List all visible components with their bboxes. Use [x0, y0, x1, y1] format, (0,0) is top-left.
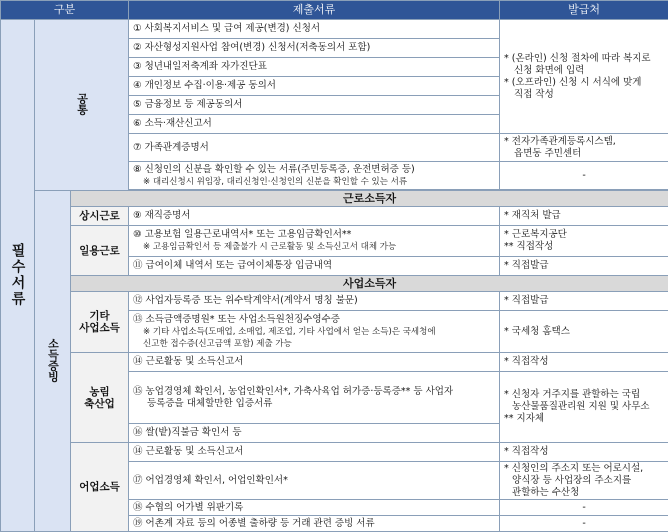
common-issuer-1-6: * (온라인) 신청 절차에 따라 복지로 신청 화면에 입력 * (오프라인) 신청 시 서식에 맞게 직접 작성	[500, 20, 668, 134]
agri-issuer-14: * 직접작성	[500, 353, 668, 372]
fish-item-18: ⑱ 수협의 어가별 위판기록	[129, 500, 500, 516]
common-issuer-8: -	[500, 162, 668, 190]
agri-issuer-15: * 신청자 거주지를 관할하는 국립 농산물품질관리원 지원 및 사무소 ** 지자체	[500, 372, 668, 443]
common-item-5: ⑤ 금융정보 등 제공동의서	[129, 96, 500, 115]
category-required: 필수서류	[1, 20, 35, 532]
agri-label: 농림 축산업	[71, 353, 129, 443]
header-documents: 제출서류	[129, 1, 500, 20]
header-type: 구분	[1, 1, 129, 20]
fish-item-19: ⑲ 어촌계 자료 등의 어종별 출하량 등 거래 관련 증빙 서류	[129, 516, 500, 532]
agri-item-15: ⑮ 농업경영체 확인서, 농업인확인서*, 가축사육업 허가증·등록증** 등 사업자 등록증을 대체할만한 입증서류	[129, 372, 500, 424]
other-business-label: 기타 사업소득	[71, 292, 129, 353]
labor-income-title: 근로소득자	[71, 191, 668, 207]
daily-issuer-11: * 직접발급	[500, 257, 668, 276]
fish-issuer-14: * 직접작성	[500, 443, 668, 462]
header-issuer: 발급처	[500, 1, 668, 20]
other-biz-item-12: ⑫ 사업자등록증 또는 위수탁계약서(계약서 명칭 불문)	[129, 292, 500, 311]
common-item-3: ③ 청년내일저축계좌 자가진단표	[129, 58, 500, 77]
common-item-7: ⑦ 가족관계증명서	[129, 134, 500, 162]
fish-item-14: ⑭ 근로활동 및 소득신고서	[129, 443, 500, 462]
agri-item-16: ⑯ 쌀(밭)직불금 확인서 등	[129, 424, 500, 443]
daily-item-10-note: ※ 고용임금확인서 등 제출불가 시 근로활동 및 소득신고서 대체 가능	[133, 241, 495, 253]
common-item-8: ⑧ 신청인의 신분을 확인할 수 있는 서류(주민등록증, 운전면허증 등) ※ 대리신청시 위임장, 대리신청인·신청인의 신분을 확인할 수 있는 서류	[129, 162, 500, 190]
table-header	[1, 1, 668, 20]
regular-issuer-9: * 재직처 발급	[500, 207, 668, 226]
business-income-title: 사업소득자	[71, 276, 668, 292]
other-biz-issuer-13: * 국세청 홈택스	[500, 311, 668, 353]
common-issuer-7: * 전자가족관계등록시스템, 읍면동 주민센터	[500, 134, 668, 162]
common-item-8-note: ※ 대리신청시 위임장, 대리신청인·신청인의 신분을 확인할 수 있는 서류	[133, 176, 495, 188]
common-item-2: ② 자산형성지원사업 참여(변경) 신청서(저축동의서 포함)	[129, 39, 500, 58]
daily-issuer-10: * 근로복지공단 ** 직접작성	[500, 226, 668, 257]
fish-issuer-17: * 신청인의 주소지 또는 어로시설, 양식장 등 사업장의 주소지를 관할하는 수산청	[500, 462, 668, 500]
daily-item-11: ⑪ 급여이체 내역서 또는 급여이체통장 입금내역	[129, 257, 500, 276]
common-item-6: ⑥ 소득·재산신고서	[129, 115, 500, 134]
fish-item-17: ⑰ 어업경영체 확인서, 어업인확인서*	[129, 462, 500, 500]
other-biz-issuer-12: * 직접발급	[500, 292, 668, 311]
regular-item-9: ⑨ 재직증명서	[129, 207, 500, 226]
common-label: 공통	[35, 20, 129, 191]
other-biz-item-13: ⑬ 소득금액증명원* 또는 사업소득원천징수영수증 ※ 기타 사업소득(도매업, 소매업, 제조업, 기타 사업에서 얻는 소득)은 국세청에 신고한 접수증(신고금액 포함) 제출 가능	[129, 311, 500, 353]
regular-work-label: 상시근로	[71, 207, 129, 226]
income-proof-label: 소득증빙	[35, 191, 71, 532]
daily-item-10: ⑩ 고용보험 일용근로내역서* 또는 고용임금확인서** ※ 고용임금확인서 등 제출불가 시 근로활동 및 소득신고서 대체 가능	[129, 226, 500, 257]
fishery-label: 어업소득	[71, 443, 129, 532]
agri-item-14: ⑭ 근로활동 및 소득신고서	[129, 353, 500, 372]
fish-issuer-18: -	[500, 500, 668, 516]
fish-issuer-19: -	[500, 516, 668, 532]
common-item-4: ④ 개인정보 수집·이용·제공 동의서	[129, 77, 500, 96]
daily-work-label: 일용근로	[71, 226, 129, 276]
common-item-1: ① 사회복지서비스 및 급여 제공(변경) 신청서	[129, 20, 500, 39]
